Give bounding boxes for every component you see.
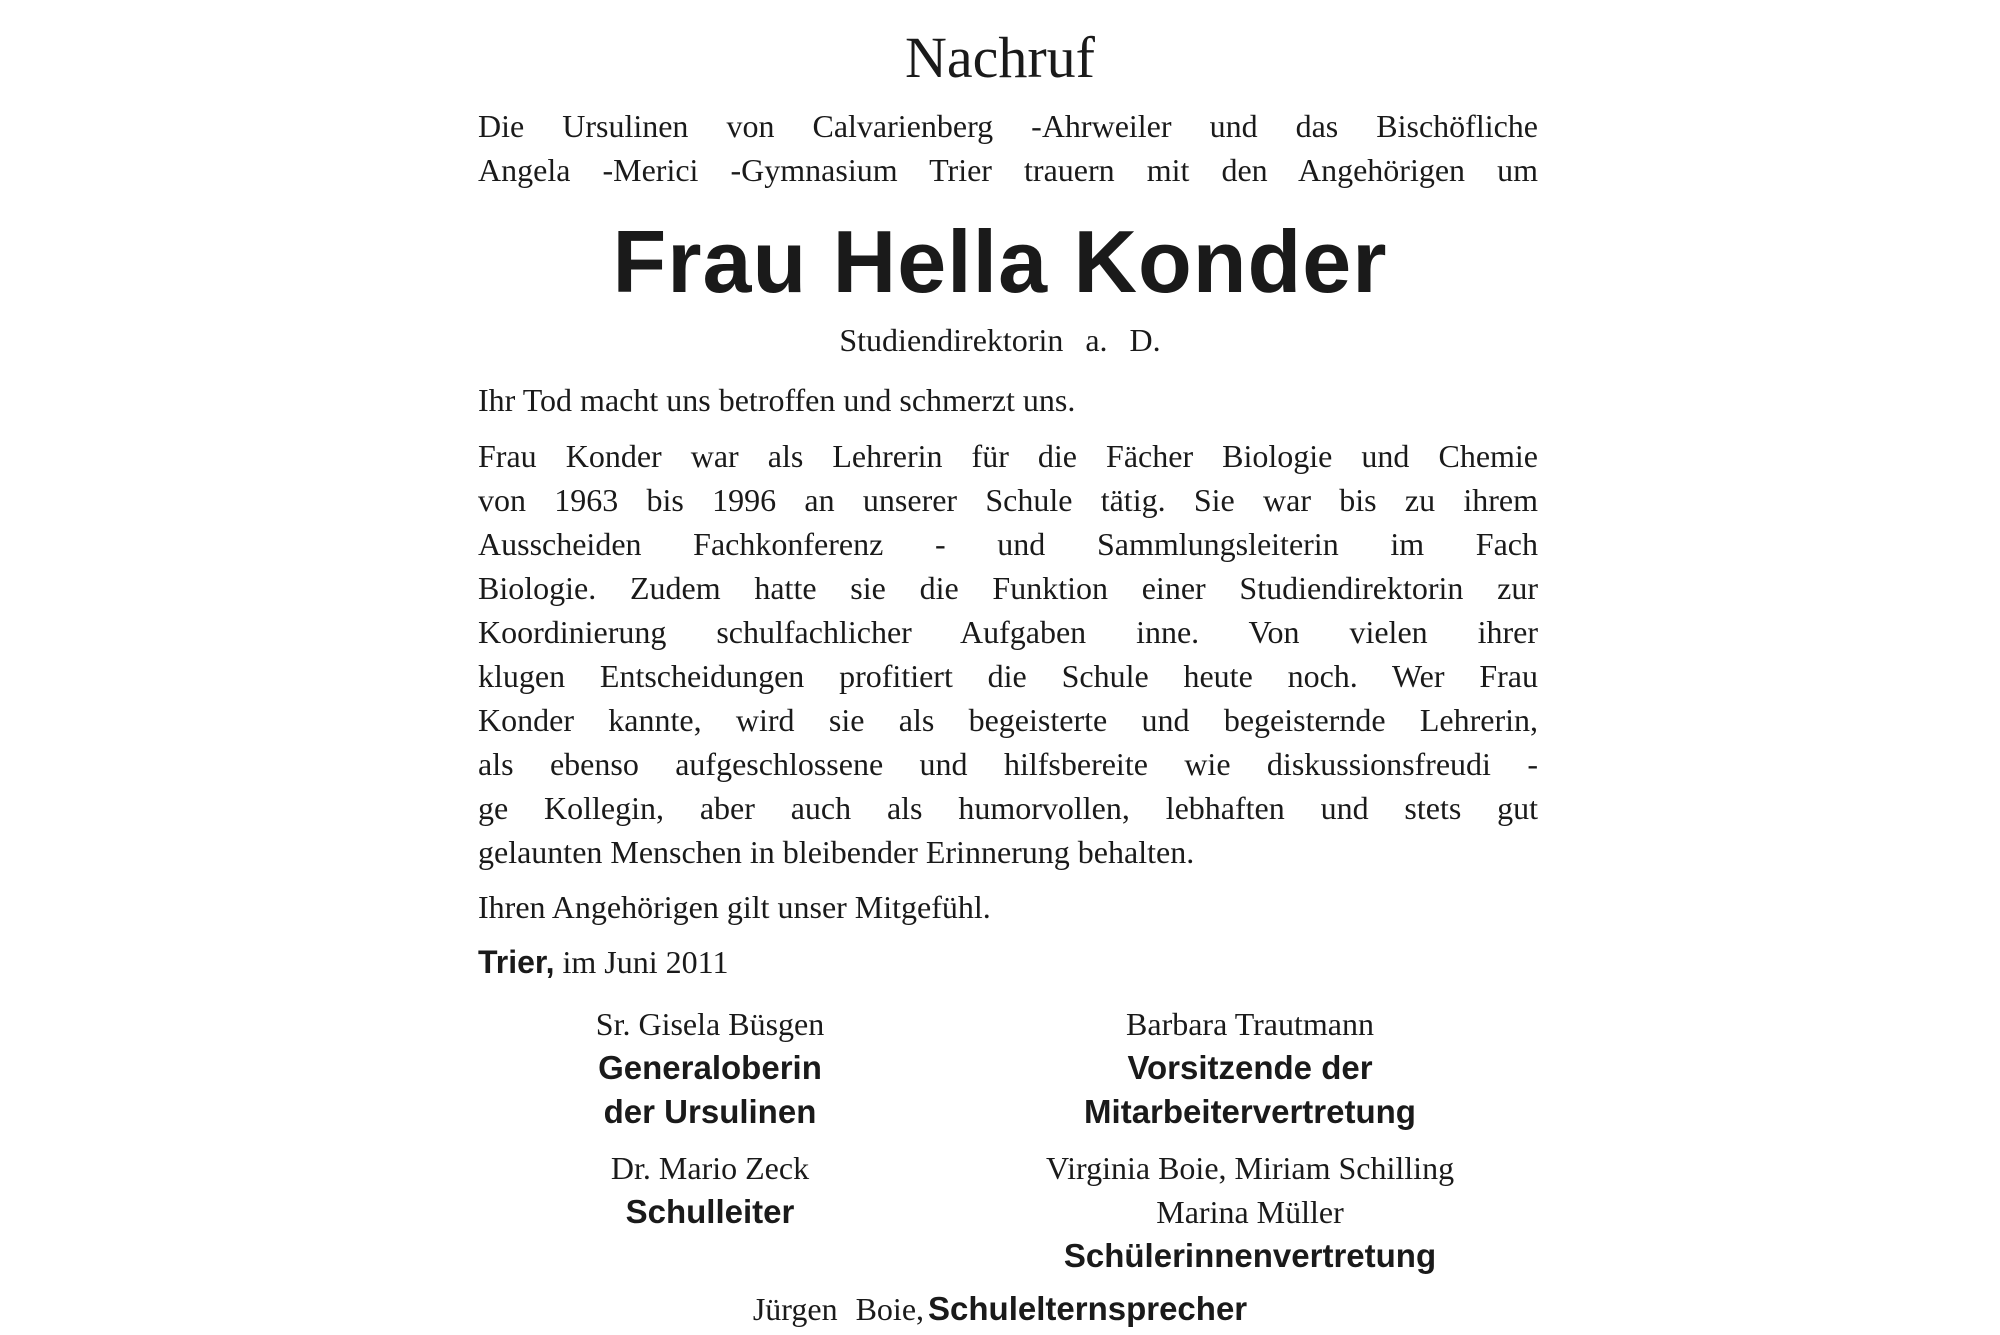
signatory-function: Generaloberin	[598, 1049, 822, 1086]
paragraph-line: von 1963 bis 1996 an unserer Schule tätig. Sie war bis zu ihrem	[478, 482, 1538, 518]
deceased-title: Studiendirektorin a. D.	[839, 322, 1161, 358]
paragraph-1	[478, 378, 1538, 422]
deceased-name: Frau Hella Konder	[612, 212, 1388, 311]
signatory-function: Schulleiter	[625, 1193, 795, 1230]
footer-signatory-function: Schulelternsprecher	[928, 1290, 1248, 1327]
paragraph-line: ge Kollegin, aber auch als humorvollen, lebhaften und stets gut	[478, 790, 1538, 826]
intro-text	[478, 104, 1538, 192]
signatory-name: Virginia Boie, Miriam Schilling	[1045, 1150, 1455, 1186]
signatory-schulleiter	[510, 1146, 910, 1234]
paragraph-3	[478, 885, 1538, 929]
signatory-name: Marina Müller	[1156, 1194, 1344, 1230]
signatory-function: Vorsitzende der	[1127, 1049, 1373, 1086]
paragraph-line: Ihren Angehörigen gilt unser Mitgefühl.	[478, 889, 991, 925]
footer-signatory	[0, 1287, 2000, 1331]
footer-signatory-name: Jürgen Boie,	[752, 1291, 925, 1327]
intro-line: Angela -Merici -Gymnasium Trier trauern mit den Angehörigen um	[478, 152, 1538, 188]
signatory-schuelerinnenvertretung	[980, 1146, 1520, 1278]
signatory-function: der Ursulinen	[603, 1093, 817, 1130]
intro-line: Die Ursulinen von Calvarienberg -Ahrweiler und das Bischöfliche	[478, 108, 1538, 144]
paragraph-line: als ebenso aufgeschlossene und hilfsbereite wie diskussionsfreudi -	[478, 746, 1538, 782]
heading: Nachruf	[904, 25, 1095, 90]
signatory-function: Mitarbeitervertretung	[1084, 1093, 1416, 1130]
paragraph-line: Koordinierung schulfachlicher Aufgaben inne. Von vielen ihrer	[478, 614, 1538, 650]
signatory-function: Schülerinnenvertretung	[1063, 1237, 1437, 1274]
paragraph-line: Biologie. Zudem hatte sie die Funktion einer Studiendirektorin zur	[478, 570, 1538, 606]
paragraph-line: Frau Konder war als Lehrerin für die Fächer Biologie und Chemie	[478, 438, 1538, 474]
signatory-generaloberin	[510, 1002, 910, 1134]
paragraph-line: gelaunten Menschen in bleibender Erinnerung behalten.	[478, 834, 1195, 870]
signatory-name: Dr. Mario Zeck	[610, 1150, 810, 1186]
place-date	[478, 940, 728, 984]
paragraph-line: Ihr Tod macht uns betroffen und schmerzt uns.	[478, 382, 1076, 418]
date: im Juni 2011	[562, 944, 729, 980]
signatory-name: Barbara Trautmann	[1126, 1006, 1374, 1042]
paragraph-line: Ausscheiden Fachkonferenz - und Sammlungsleiterin im Fach	[478, 526, 1538, 562]
paragraph-2	[478, 434, 1538, 874]
paragraph-line: Konder kannte, wird sie als begeisterte und begeisternde Lehrerin,	[478, 702, 1538, 738]
place: Trier,	[478, 944, 555, 980]
paragraph-line: klugen Entscheidungen profitiert die Schule heute noch. Wer Frau	[478, 658, 1538, 694]
signatory-mav	[1040, 1002, 1460, 1134]
signatory-name: Sr. Gisela Büsgen	[595, 1006, 825, 1042]
